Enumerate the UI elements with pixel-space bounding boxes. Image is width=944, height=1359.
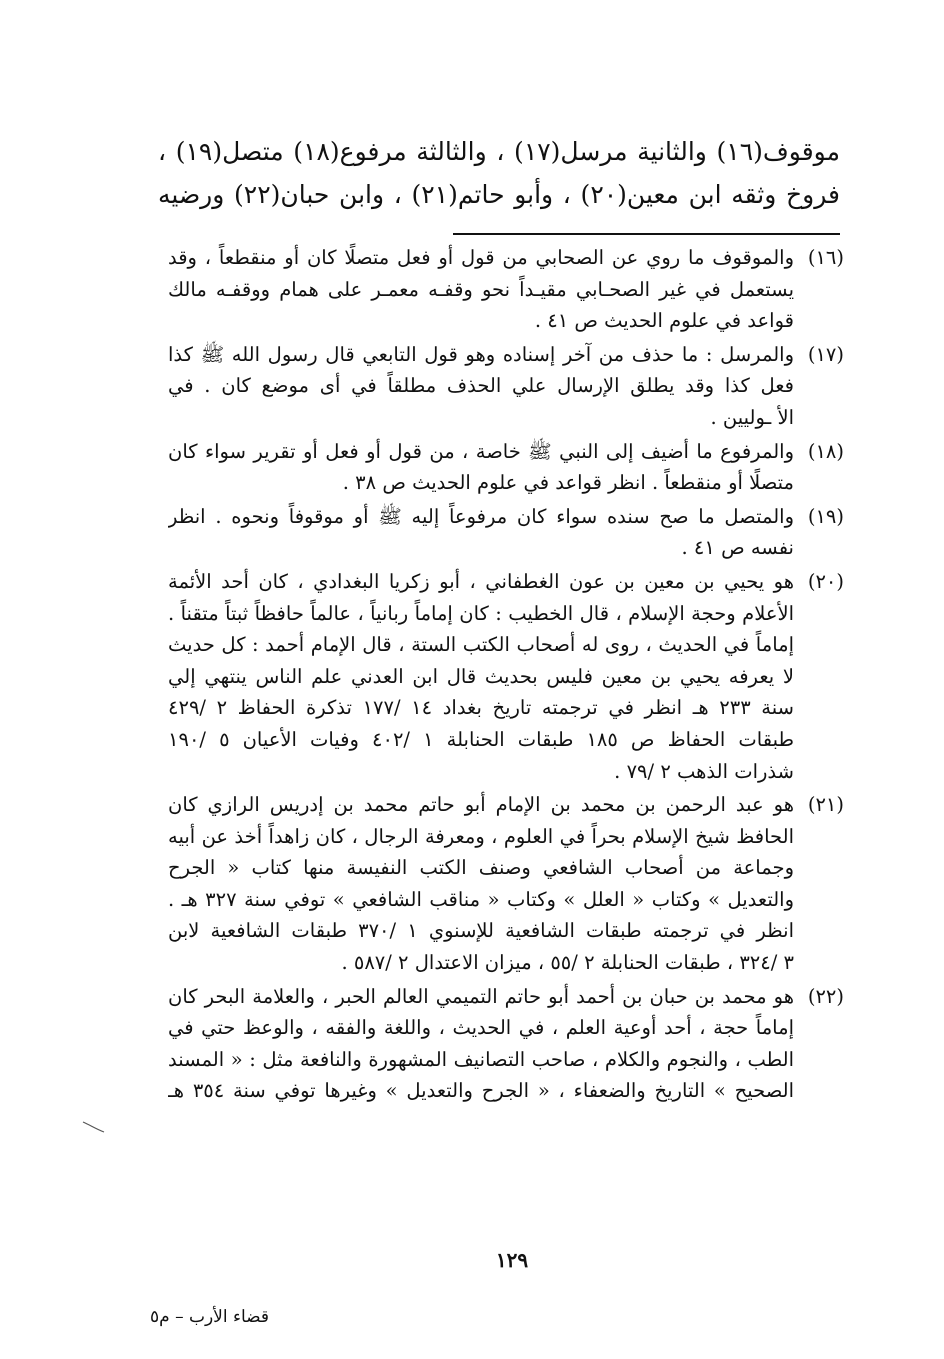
footnote-number: (١٧) [807, 342, 844, 366]
footnote-line: قواعد في علوم الحديث ص ٤١ . [534, 309, 794, 333]
footnote-line: نفسه ص ٤١ . [681, 536, 794, 560]
footnote-line: الطب ، والنجوم والكلام ، صاحب التصانيف المشهورة والنافعة مثل : « المسند [168, 1047, 794, 1071]
footnote-line: شذرات الذهب ٢ /٧٩ . [614, 759, 794, 783]
footnote-line: والمرفوع ما أضيف إلى النبي ﷺ خاصة ، من قول أو فعل أو تقرير سواء كان [168, 439, 794, 463]
footnote-line: والمرسل : ما حذف من آخر إسناده وهو قول التابعي قال رسول الله ﷺ كذا [168, 342, 794, 366]
footnote-line: فعل كذا وقد يطلق الإرسال علي الحذف مطلقاً في أى موضع كان . في [168, 374, 794, 398]
footnote-21 [168, 789, 844, 979]
footnote-16 [168, 242, 844, 337]
footnote-line: إماماً حجة ، أحد أوعية العلم ، في الحديث ، واللغة والفقه ، والوعظ حتي في [168, 1016, 794, 1040]
footnote-line: هو يحيي بن معين بن عون الغطفاني ، أبو زكريا البغدادي ، كان أحد الأئمة [168, 569, 794, 593]
footnote-number: (٢٢) [807, 984, 844, 1008]
footnote-20 [168, 566, 844, 787]
footnote-line: وجماعة من أصحاب الشافعي وصنف الكتب النفيسة منها كتاب « الجرح [168, 856, 794, 880]
footnote-line: الأ ـوليين . [710, 405, 794, 429]
footnote-line: والتعديل » وكتاب « العلل » وكتاب « مناقب الشافعي » توفي سنة ٣٢٧ هـ . [168, 887, 794, 911]
footnote-number: (٢٠) [807, 569, 844, 593]
footnote-22 [168, 981, 844, 1107]
footnote-line: انظر في ترجمته طبقات الشافعية للإسنوي ١ /٣٧٠ طبقات الشافعية لابن [168, 919, 794, 943]
footnote-17 [168, 339, 844, 434]
footnote-line: لا يعرفه يحيي بن معين فليس بحديث قال ابن العدني علم الناس ينتهي إلي [168, 664, 794, 688]
footnote-19 [168, 501, 844, 564]
footnote-line: إماماً في الحديث ، روى له أصحاب الكتب الستة ، قال الإمام أحمد : كل حديث [168, 633, 794, 657]
footnote-line: هو عبد الرحمن بن محمد بن الإمام أبو حاتم محمد بن إدريس الرازي كان [168, 793, 794, 817]
footnote-number: (٢١) [807, 793, 844, 817]
footnote-line: يستعمل في غير الصحـابي مقيـداً نحو وقفـه معمـر على همام ووقفـه مالك [168, 277, 794, 301]
footnote-separator [453, 233, 840, 235]
footnote-line: والمتصل ما صح سنده سواء كان مرفوعاً إليه ﷺ أو موقوفاً ونحوه . انظر [168, 504, 794, 528]
main-text-line: موقوف(١٦) والثانية مرسل(١٧) ، والثالثة مرفوع(١٨) متصل(١٩) ، [158, 137, 840, 166]
footnote-number: (١٨) [807, 439, 844, 463]
footnotes [168, 242, 844, 1109]
footnote-18 [168, 436, 844, 499]
footnote-line: طبقات الحفاظ ص ١٨٥ طبقات الحنابلة ١ /٤٠٢ وفيات الأعيان ٥ /١٩٠ [168, 727, 794, 751]
printer-signature: قضاء الأرب – م٥ [150, 1307, 270, 1327]
footnote-line: ٣ /٣٢٤ ، طبقات الحنابلة ٢ /٥٥ ، ميزان الاعتدال ٢ /٥٨٧ . [341, 951, 794, 975]
footnote-line: الحافظ شيخ الإسلام بحراً في العلوم ، ومعرفة الرجال ، كان زاهداً أخذ عن أبيه [168, 824, 794, 848]
main-text-line: فروخ وثقه ابن معين(٢٠) ، وأبو حاتم(٢١) ، وابن حبان(٢٢) ورضيه [158, 180, 840, 209]
footnote-line: الصحيح » التاريخ والضعفاء ، « الجرح والتعديل » وغيرها توفي سنة ٣٥٤ هـ [168, 1079, 794, 1103]
footnote-line: الأعلام وحجة الإسلام ، قال الخطيب : كان إماماً ربانياً ، عالماً حافظاً ثبتاً متقناً . [168, 601, 794, 625]
footnote-number: (١٩) [807, 504, 844, 528]
footnote-line: سنة ٢٣٣ هـ انظر في ترجمته تاريخ بغداد ١٤ /١٧٧ تذكرة الحفاظ ٢ /٤٢٩ [168, 696, 794, 720]
footnote-line: هو محمد بن حبان بن أحمد أبو حاتم التميمي العالم الحبر ، والعلامة البحر كان [168, 984, 794, 1008]
page-number: ١٢٩ [495, 1248, 529, 1272]
margin-pen-mark [82, 1120, 106, 1134]
footnote-line: متصلًا أو منقطعاً . انظر قواعد في علوم الحديث ص ٣٨ . [342, 471, 794, 495]
footnote-line: والموقوف ما روي عن الصحابي من قول أو فعل متصلًا كان أو منقطعاً ، وقد [168, 246, 794, 269]
main-text [158, 130, 840, 216]
footnote-number: (١٦) [807, 246, 844, 269]
